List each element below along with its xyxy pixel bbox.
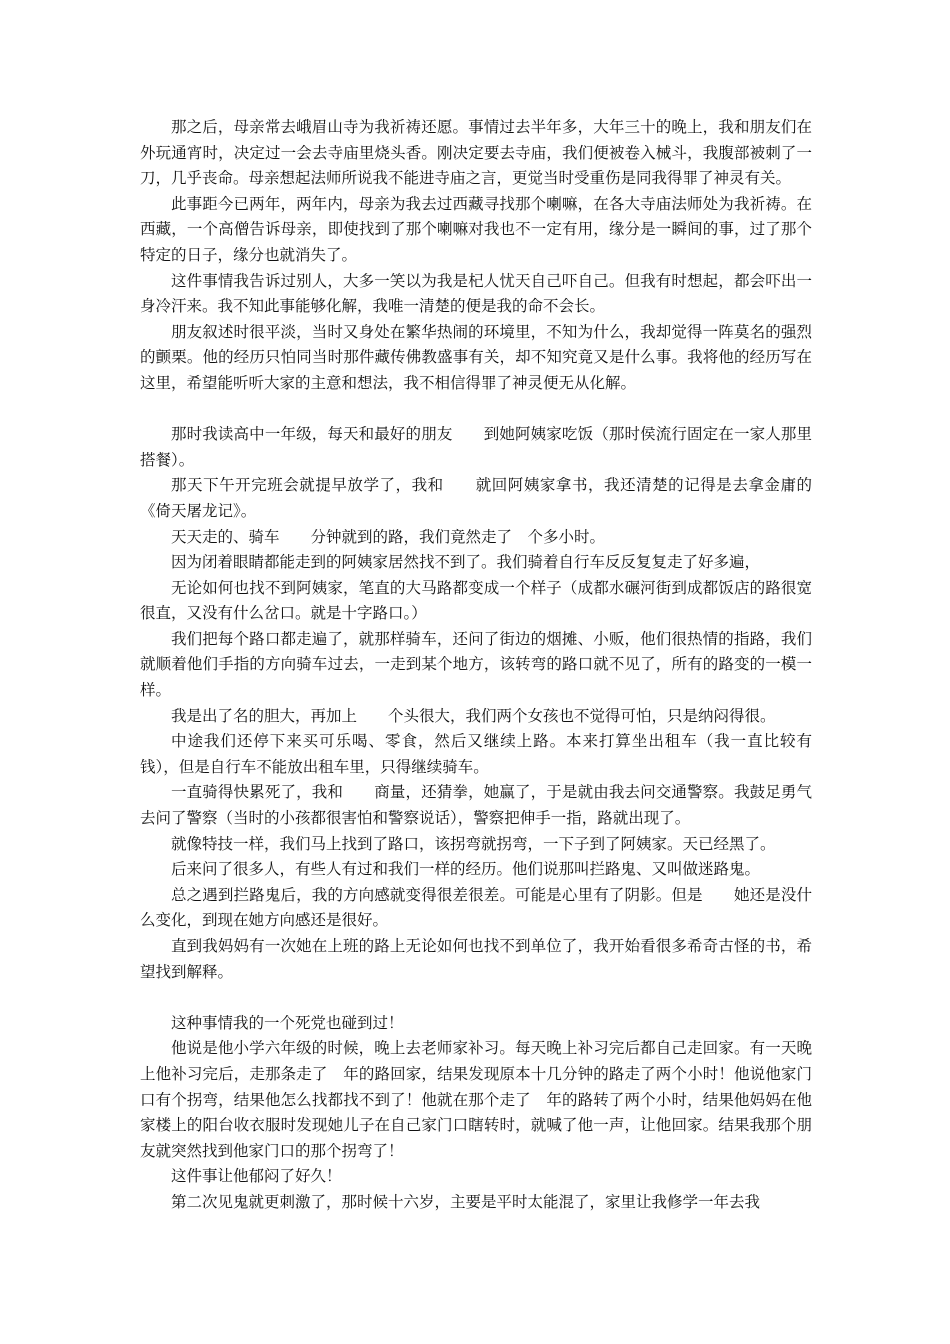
paragraph: 那之后，母亲常去峨眉山寺为我祈祷还愿。事情过去半年多，大年三十的晚上，我和朋友们在外玩通宵时，决定过一会去寺庙里烧头香。刚决定要去寺庙，我们便被卷入械斗，我腹部被刺了一刀，几乎丧命。母亲想起法师所说我不能进寺庙之言，更觉当时受重伤是同我得罪了神灵有关。 <box>140 118 812 188</box>
paragraph: 那天下午开完班会就提早放学了，我和 就回阿姨家拿书，我还清楚的记得是去拿金庸的《倚天屠龙记》。 <box>140 476 812 520</box>
paragraph: 总之遇到拦路鬼后，我的方向感就变得很差很差。可能是心里有了阴影。但是 她还是没什么变化，到现在她方向感还是很好。 <box>140 885 812 930</box>
paragraph: 我是出了名的胆大，再加上 个头很大，我们两个女孩也不觉得可怕，只是纳闷得很。 <box>171 706 776 725</box>
paragraph: 中途我们还停下来买可乐喝、零食，然后又继续上路。本来打算坐出租车（我一直比较有钱），但是自行车不能放出租车里，只得继续骑车。 <box>140 732 812 776</box>
paragraph: 就像特技一样，我们马上找到了路口，该拐弯就拐弯，一下子到了阿姨家。天已经黑了。 <box>171 834 776 853</box>
document-page <box>140 115 812 1216</box>
paragraph: 这件事情我告诉过别人，大多一笑以为我是杞人忧天自己吓自己。但我有时想起，都会吓出一身冷汗来。我不知此事能够化解，我唯一清楚的便是我的命不会长。 <box>140 271 812 316</box>
section-2 <box>140 422 812 985</box>
paragraph: 此事距今已两年，两年内，母亲为我去过西藏寻找那个喇嘛，在各大寺庙法师处为我祈祷。在西藏，一个高僧告诉母亲，即使找到了那个喇嘛对我也不一定有用，缘分是一瞬间的事，过了那个特定的日子，缘分也就消失了。 <box>140 194 812 264</box>
paragraph: 朋友叙述时很平淡，当时又身处在繁华热闹的环境里，不知为什么，我却觉得一阵莫名的强烈的颤栗。他的经历只怕同当时那件藏传佛教盛事有关，却不知究竟又是什么事。我将他的经历写在这里，希望能听听大家的主意和想法，我不相信得罪了神灵便无从化解。 <box>140 322 812 392</box>
section-1 <box>140 115 812 397</box>
paragraph: 后来问了很多人，有些人有过和我们一样的经历。他们说那叫拦路鬼、又叫做迷路鬼。 <box>171 860 761 879</box>
paragraph: 无论如何也找不到阿姨家，笔直的大马路都变成一个样子（成都水碾河街到成都饭店的路很宽很直，又没有什么岔口。就是十字路口。） <box>140 578 812 623</box>
paragraph: 直到我妈妈有一次她在上班的路上无论如何也找不到单位了，我开始看很多希奇古怪的书，希望找到解释。 <box>140 937 812 981</box>
paragraph: 那时我读高中一年级，每天和最好的朋友 到她阿姨家吃饭（那时侯流行固定在一家人那里搭餐）。 <box>140 425 812 469</box>
paragraph: 第二次见鬼就更刺激了，那时候十六岁，主要是平时太能混了，家里让我修学一年去我 <box>171 1192 761 1211</box>
section-gap <box>140 397 812 423</box>
section-gap <box>140 985 812 1011</box>
paragraph: 我们把每个路口都走遍了，就那样骑车，还问了街边的烟摊、小贩，他们很热情的指路，我们就顺着他们手指的方向骑车过去，一走到某个地方，该转弯的路口就不见了，所有的路变的一模一样。 <box>140 629 812 700</box>
paragraph: 他说是他小学六年级的时候，晚上去老师家补习。每天晚上补习完后都自己走回家。有一天晚上他补习完后，走那条走了 年的路回家，结果发现原本十几分钟的路走了两个小时！他说他家门口有个拐弯，结果他怎么找都找不到了！他就在那个走了 年的路转了两个小时，结果他妈妈在他家楼上的阳台收衣服时发现她儿子在自己家门口瞎转时，就喊了他一声，让他回家。结果我那个朋友就突然找到他家门口的那个拐弯了！ <box>140 1039 812 1160</box>
paragraph: 天天走的、骑车 分钟就到的路，我们竟然走了 个多小时。 <box>171 527 606 546</box>
paragraph: 因为闭着眼睛都能走到的阿姨家居然找不到了。我们骑着自行车反反复复走了好多遍， <box>171 553 761 572</box>
paragraph: 一直骑得快累死了，我和 商量，还猜拳，她赢了，于是就由我去问交通警察。我鼓足勇气去问了警察（当时的小孩都很害怕和警察说话），警察把伸手一指，路就出现了。 <box>140 783 812 828</box>
paragraph: 这件事让他郁闷了好久！ <box>171 1167 342 1186</box>
section-3 <box>140 1011 812 1216</box>
paragraph: 这种事情我的一个死党也碰到过！ <box>171 1013 404 1032</box>
